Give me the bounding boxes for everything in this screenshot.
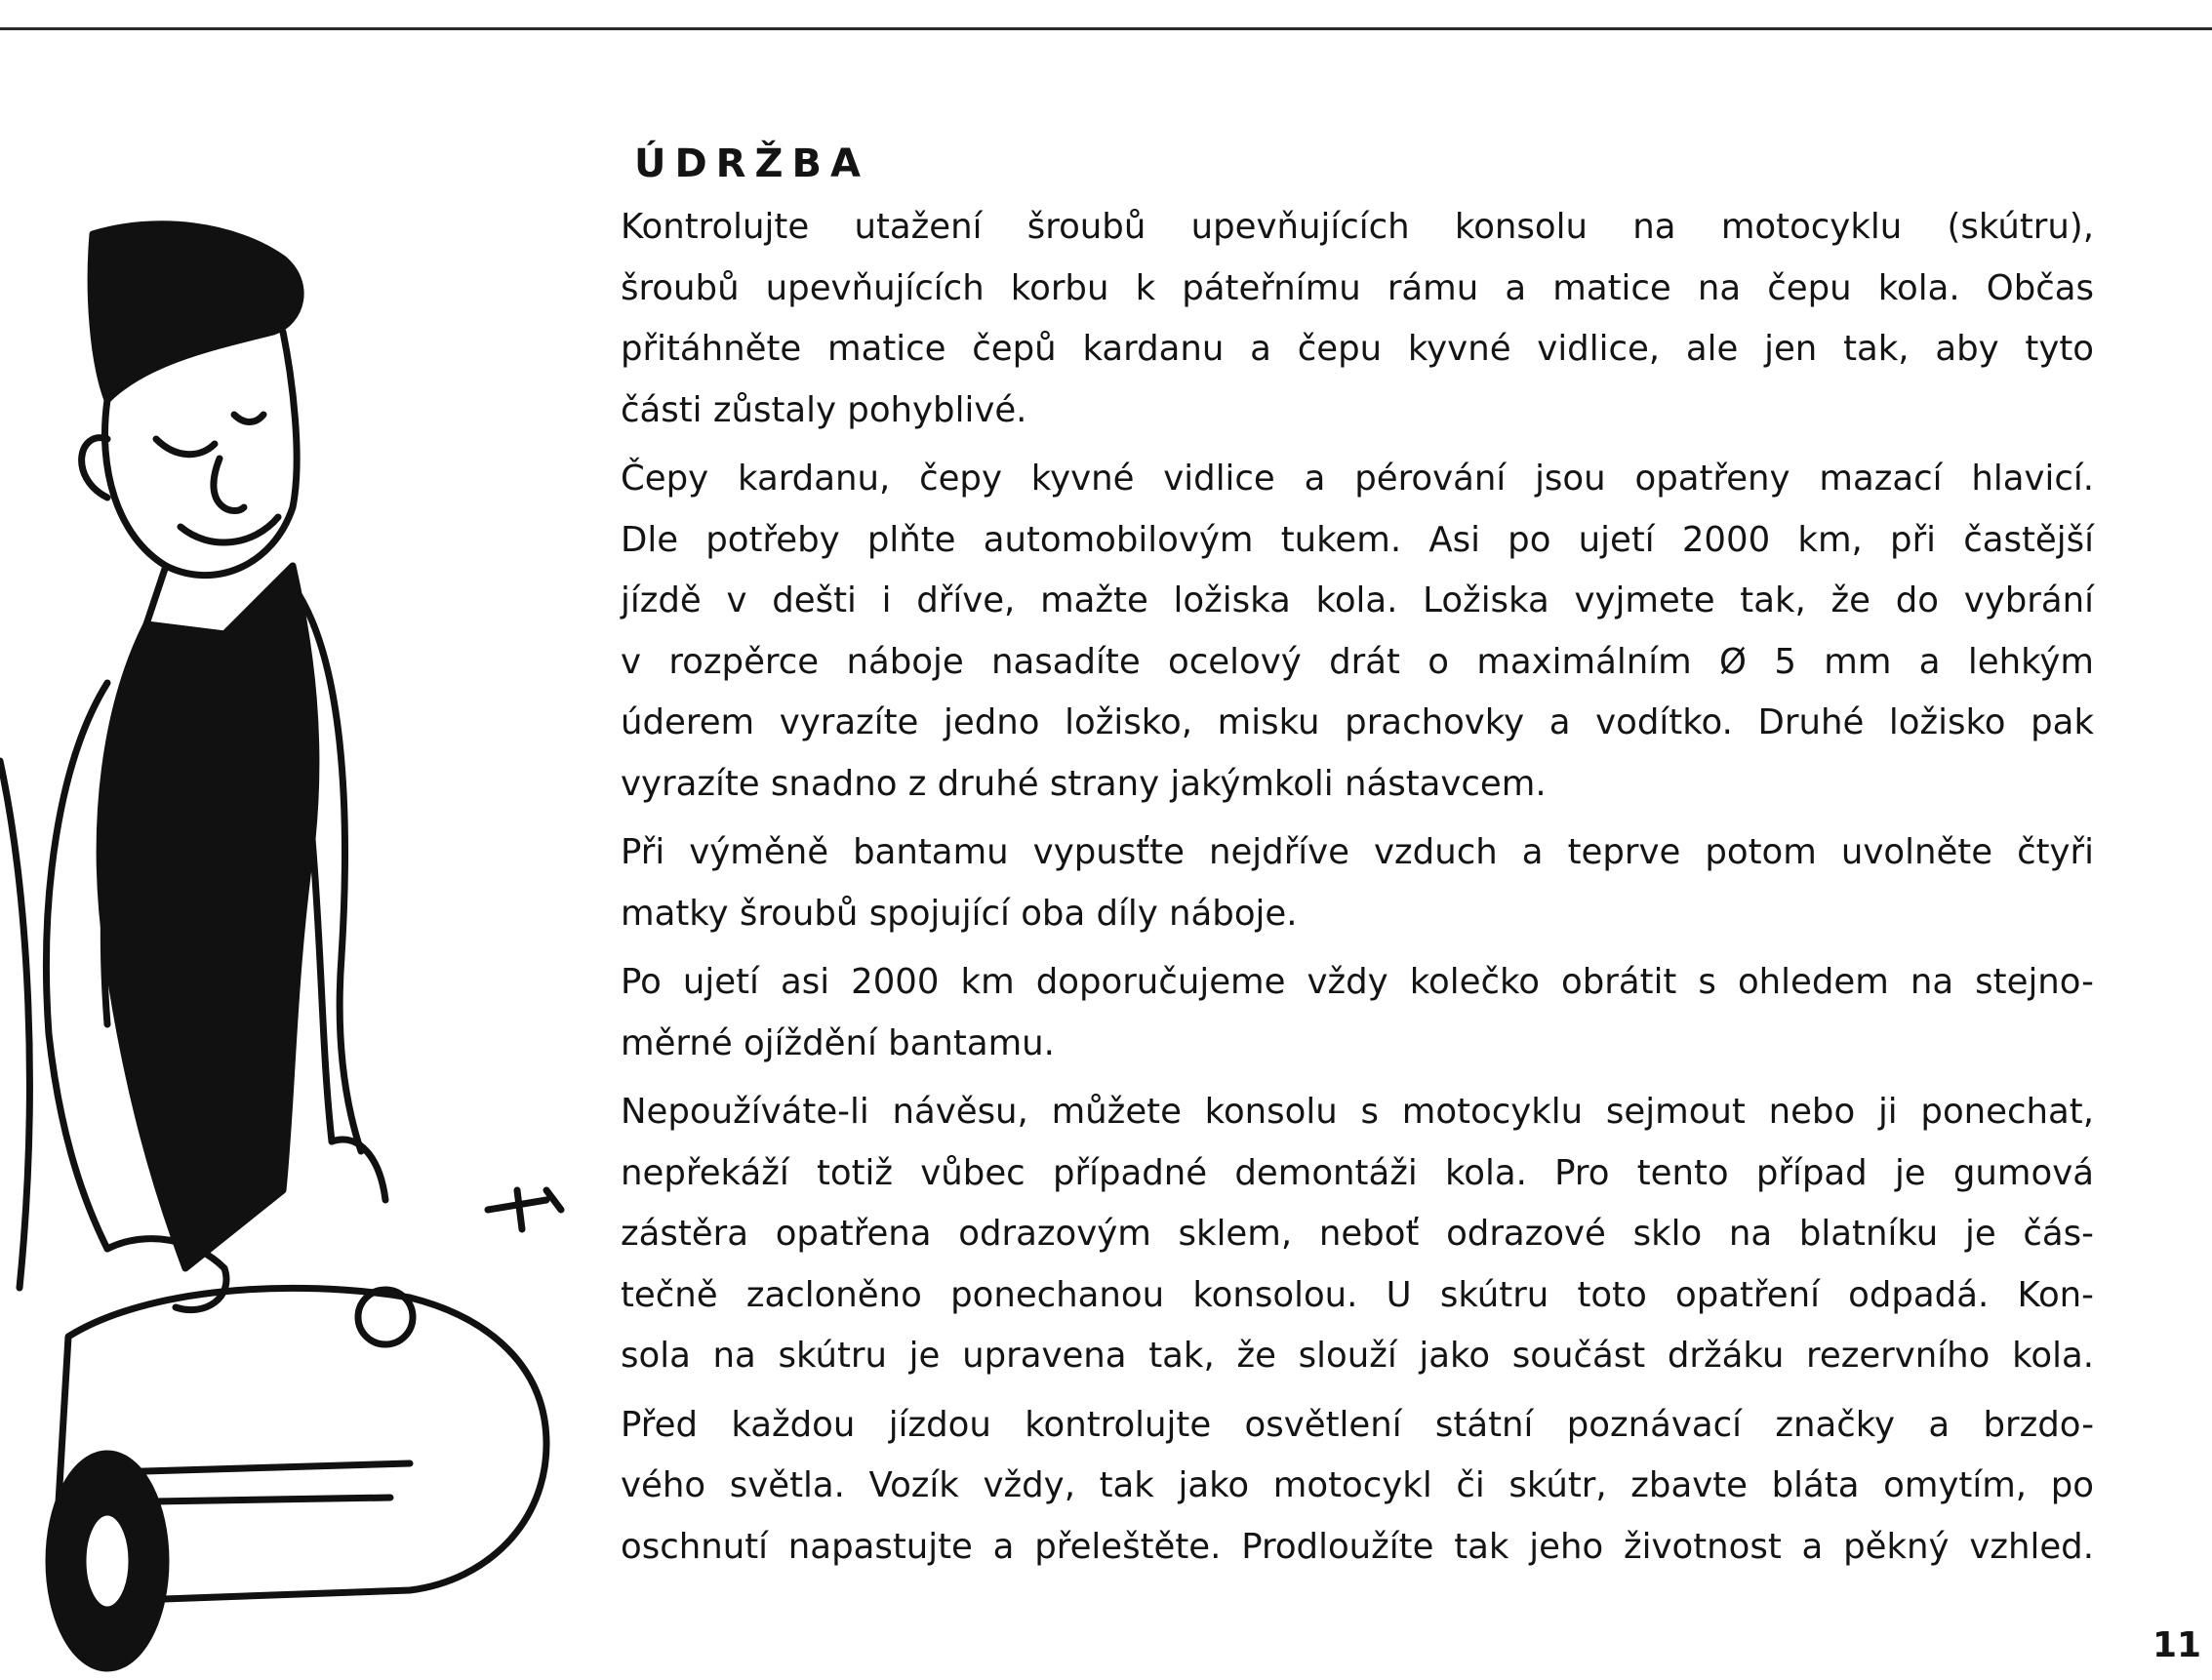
text-line: matky šroubů spojující oba díly náboje. xyxy=(621,893,1298,934)
text-line: části zůstaly pohyblivé. xyxy=(621,389,1027,430)
text-line: šroubů upevňujících korbu k páteřnímu rámu a matice na čepu kola. Občas xyxy=(621,267,2094,308)
text-line: Čepy kardanu, čepy kyvné vidlice a pérování jsou opatřeny mazací hlavicí. xyxy=(621,459,2094,499)
text-line: oschnutí napastujte a přeleštěte. Prodloužíte tak jeho životnost a pěkný vzhled. xyxy=(621,1526,2094,1567)
text-line: Nepoužíváte-li návěsu, můžete konsolu s motocyklu sejmout nebo ji ponechat, xyxy=(621,1092,2094,1132)
text-line: Po ujetí asi 2000 km doporučujeme vždy kolečko obrátit s ohledem na stejno- xyxy=(621,962,2094,1002)
top-rule xyxy=(0,27,2212,30)
text-line: Při výměně bantamu vypusťte nejdříve vzduch a teprve potom uvolněte čtyři xyxy=(621,832,2094,872)
paragraph-3 xyxy=(621,822,2094,944)
paragraph-4 xyxy=(621,952,2094,1074)
text-line: Před každou jízdou kontrolujte osvětlení státní poznávací značky a brzdo- xyxy=(621,1404,2094,1445)
beret xyxy=(91,224,301,400)
lamp xyxy=(358,1290,413,1344)
paragraph-5 xyxy=(621,1082,2094,1387)
text-line: Kontrolujte utažení šroubů upevňujících konsolu na motocyklu (skútru), xyxy=(621,207,2094,247)
text-line: zástěra opatřena odrazovým sklem, neboť odrazové sklo na blatníku je čás- xyxy=(621,1214,2094,1254)
text-line: nepřekáží totiž vůbec případné demontáži kola. Pro tento případ je gumová xyxy=(621,1152,2094,1193)
page-number: 11 xyxy=(2152,1625,2202,1665)
mechanic-illustration xyxy=(0,215,576,1678)
text-line: přitáhněte matice čepů kardanu a čepu kyvné vidlice, ale jen tak, aby tyto xyxy=(621,329,2094,369)
text-line: sola na skútru je upravena tak, že slouží jako součást držáku rezervního kola. xyxy=(621,1336,2094,1376)
paragraph-1 xyxy=(621,197,2094,441)
coat xyxy=(100,566,316,1268)
text-line: úderem vyrazíte jedno ložisko, misku prachovky a vodítko. Druhé ložisko pak xyxy=(621,702,2094,742)
text-line: měrné ojíždění bantamu. xyxy=(621,1022,1055,1063)
text-line: v rozpěrce náboje nasadíte ocelový drát o maximálním Ø 5 mm a lehkým xyxy=(621,641,2094,682)
paragraph-6 xyxy=(621,1395,2094,1579)
text-column xyxy=(621,137,2094,1585)
text-line: jízdě v dešti i dříve, mažte ložiska kola. Ložiska vyjmete tak, že do vybrání xyxy=(621,580,2094,620)
text-line: vyrazíte snadno z druhé strany jakýmkoli nástavcem. xyxy=(621,763,1547,804)
paragraph-2 xyxy=(621,449,2094,815)
page-heading: ÚDRŽBA xyxy=(634,141,869,186)
text-line: Dle potřeby plňte automobilovým tukem. Asi po ujetí 2000 km, při častější xyxy=(621,519,2094,560)
text-line: tečně zacloněno ponechanou konsolou. U skútru toto opatření odpadá. Kon- xyxy=(621,1274,2094,1315)
text-line: vého světla. Vozík vždy, tak jako motocykl či skútr, zbavte bláta omytím, po xyxy=(621,1465,2094,1505)
